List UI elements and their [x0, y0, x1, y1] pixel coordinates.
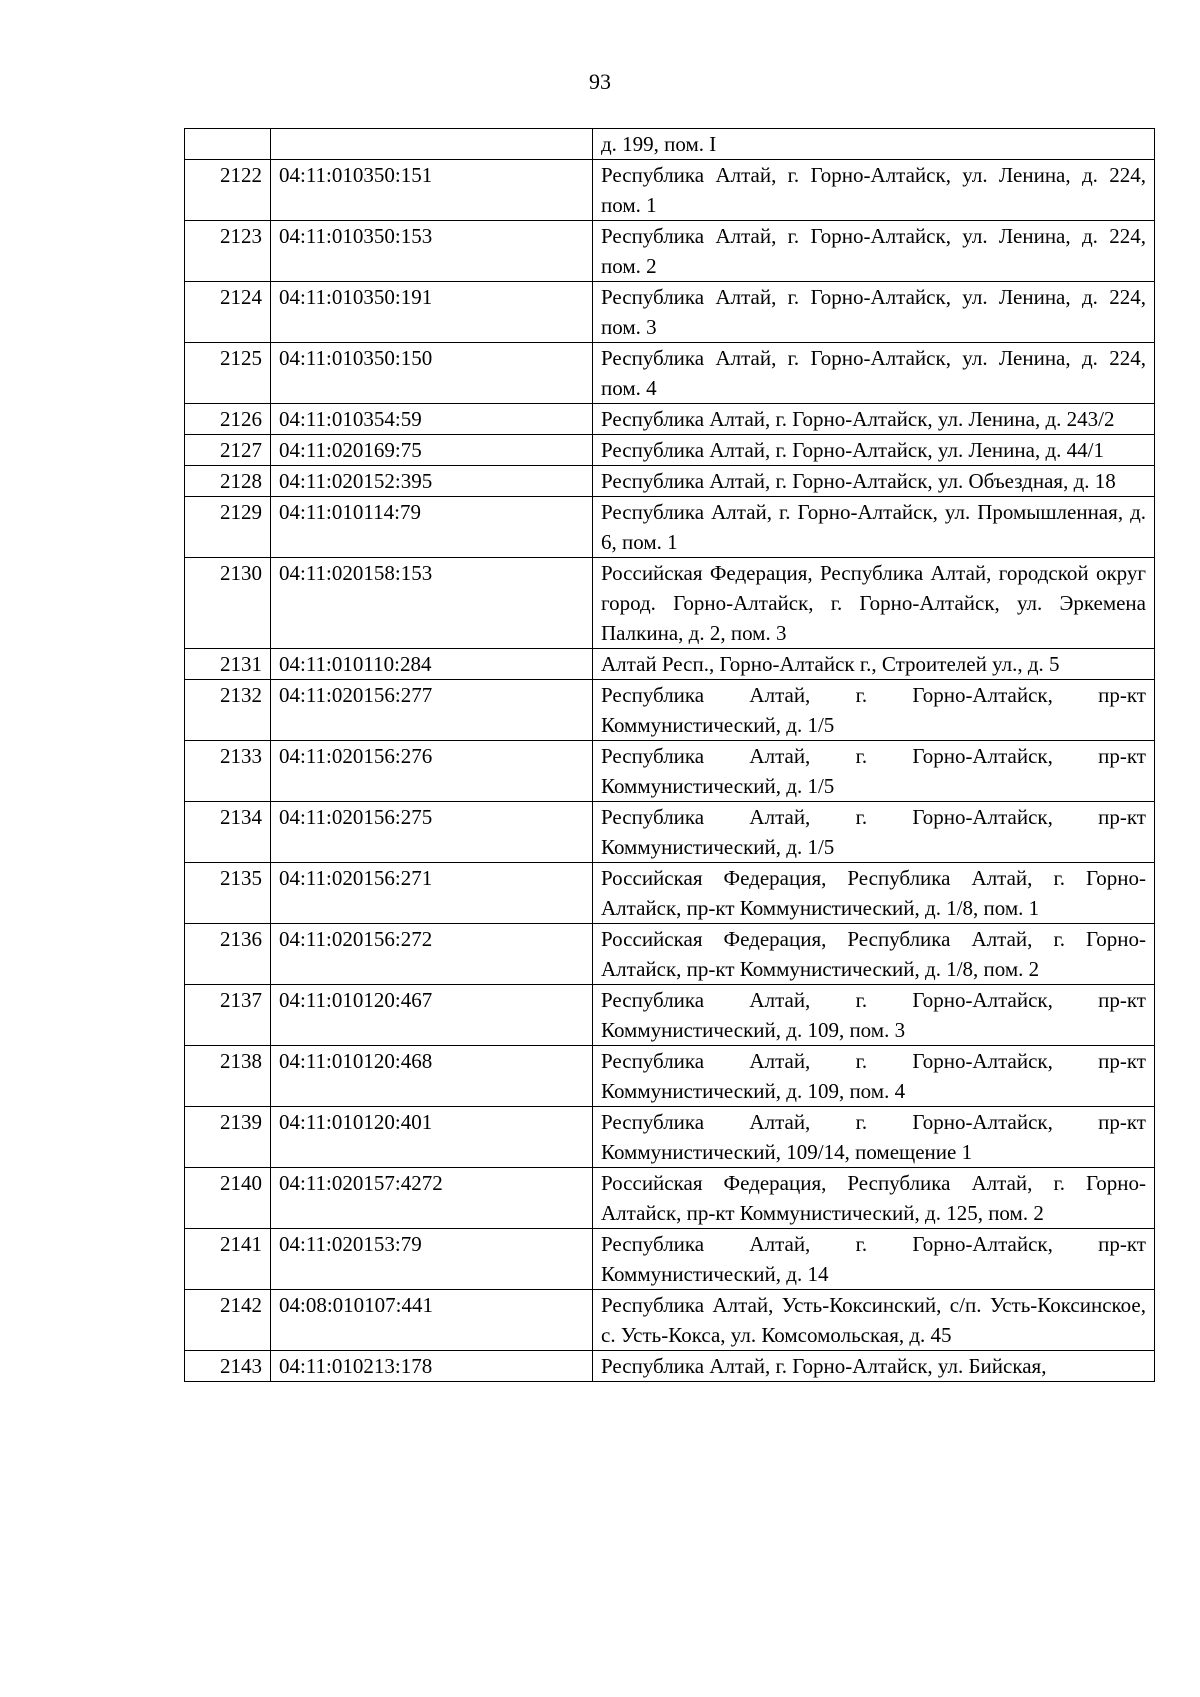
row-number-cell: 2133 [185, 741, 271, 802]
cadastral-number-cell: 04:11:010213:178 [271, 1351, 593, 1382]
cadastral-number-cell: 04:11:020156:276 [271, 741, 593, 802]
table-row [185, 680, 1155, 741]
table-row [185, 1290, 1155, 1351]
table-row [185, 497, 1155, 558]
address-cell: Российская Федерация, Республика Алтай, городской округ город. Горно-Алтайск, г. Горно-Алтайск, ул. Эркемена Палкина, д. 2, пом. 3 [593, 558, 1155, 649]
address-cell: Республика Алтай, г. Горно-Алтайск, ул. Ленина, д. 224, пом. 3 [593, 282, 1155, 343]
table-row [185, 649, 1155, 680]
table-row [185, 1107, 1155, 1168]
row-number-cell: 2122 [185, 160, 271, 221]
cadastral-number-cell: 04:11:020157:4272 [271, 1168, 593, 1229]
row-number-cell: 2123 [185, 221, 271, 282]
registry-table-body [185, 129, 1155, 1382]
cadastral-number-cell: 04:11:020169:75 [271, 435, 593, 466]
cadastral-number-cell: 04:11:020156:272 [271, 924, 593, 985]
cadastral-number-cell: 04:11:010350:153 [271, 221, 593, 282]
row-number-cell: 2137 [185, 985, 271, 1046]
cadastral-number-cell: 04:08:010107:441 [271, 1290, 593, 1351]
table-row [185, 282, 1155, 343]
table-row [185, 343, 1155, 404]
table-row [185, 1229, 1155, 1290]
cadastral-number-cell: 04:11:020156:277 [271, 680, 593, 741]
table-row [185, 1046, 1155, 1107]
cadastral-number-cell: 04:11:010120:468 [271, 1046, 593, 1107]
table-row [185, 1351, 1155, 1382]
table-row [185, 466, 1155, 497]
row-number-cell: 2130 [185, 558, 271, 649]
table-row [185, 435, 1155, 466]
address-cell: Республика Алтай, г. Горно-Алтайск, пр-кт Коммунистический, д. 109, пом. 3 [593, 985, 1155, 1046]
table-row [185, 558, 1155, 649]
cadastral-number-cell: 04:11:010350:151 [271, 160, 593, 221]
cadastral-number-cell: 04:11:010350:150 [271, 343, 593, 404]
cadastral-number-cell: 04:11:010114:79 [271, 497, 593, 558]
cadastral-number-cell: 04:11:020152:395 [271, 466, 593, 497]
table-row [185, 863, 1155, 924]
address-cell: Республика Алтай, г. Горно-Алтайск, пр-кт Коммунистический, д. 1/5 [593, 680, 1155, 741]
address-cell: Российская Федерация, Республика Алтай, г. Горно-Алтайск, пр-кт Коммунистический, д. 1/8, пом. 1 [593, 863, 1155, 924]
address-cell: Республика Алтай, г. Горно-Алтайск, ул. Ленина, д. 224, пом. 2 [593, 221, 1155, 282]
row-number-cell: 2135 [185, 863, 271, 924]
table-row [185, 1168, 1155, 1229]
row-number-cell: 2129 [185, 497, 271, 558]
table-row [185, 221, 1155, 282]
address-cell: Республика Алтай, г. Горно-Алтайск, ул. Бийская, [593, 1351, 1155, 1382]
row-number-cell: 2143 [185, 1351, 271, 1382]
address-cell: Республика Алтай, г. Горно-Алтайск, ул. Ленина, д. 224, пом. 4 [593, 343, 1155, 404]
cadastral-number-cell: 04:11:010110:284 [271, 649, 593, 680]
cadastral-number-cell: 04:11:020158:153 [271, 558, 593, 649]
row-number-cell: 2131 [185, 649, 271, 680]
table-row [185, 404, 1155, 435]
registry-table [184, 128, 1155, 1382]
page-number: 93 [589, 69, 611, 94]
table-row [185, 924, 1155, 985]
address-cell: Республика Алтай, г. Горно-Алтайск, пр-кт Коммунистический, д. 1/5 [593, 802, 1155, 863]
row-number-cell: 2142 [185, 1290, 271, 1351]
cadastral-number-cell: 04:11:020156:271 [271, 863, 593, 924]
address-cell: Республика Алтай, г. Горно-Алтайск, пр-кт Коммунистический, д. 1/5 [593, 741, 1155, 802]
row-number-cell: 2125 [185, 343, 271, 404]
address-cell: Республика Алтай, Усть-Коксинский, с/п. Усть-Коксинское, с. Усть-Кокса, ул. Комсомольская, д. 45 [593, 1290, 1155, 1351]
address-cell: Республика Алтай, г. Горно-Алтайск, пр-кт Коммунистический, 109/14, помещение 1 [593, 1107, 1155, 1168]
row-number-cell [185, 129, 271, 160]
address-cell: Российская Федерация, Республика Алтай, г. Горно-Алтайск, пр-кт Коммунистический, д. 1/8, пом. 2 [593, 924, 1155, 985]
cadastral-number-cell [271, 129, 593, 160]
row-number-cell: 2124 [185, 282, 271, 343]
row-number-cell: 2127 [185, 435, 271, 466]
row-number-cell: 2139 [185, 1107, 271, 1168]
row-number-cell: 2140 [185, 1168, 271, 1229]
row-number-cell: 2138 [185, 1046, 271, 1107]
row-number-cell: 2128 [185, 466, 271, 497]
row-number-cell: 2136 [185, 924, 271, 985]
table-row [185, 741, 1155, 802]
address-cell: Республика Алтай, г. Горно-Алтайск, ул. Ленина, д. 44/1 [593, 435, 1155, 466]
address-cell: Российская Федерация, Республика Алтай, г. Горно-Алтайск, пр-кт Коммунистический, д. 125, пом. 2 [593, 1168, 1155, 1229]
cadastral-number-cell: 04:11:010120:467 [271, 985, 593, 1046]
row-number-cell: 2126 [185, 404, 271, 435]
row-number-cell: 2134 [185, 802, 271, 863]
address-cell: д. 199, пом. I [593, 129, 1155, 160]
address-cell: Республика Алтай, г. Горно-Алтайск, пр-кт Коммунистический, д. 14 [593, 1229, 1155, 1290]
row-number-cell: 2141 [185, 1229, 271, 1290]
address-cell: Республика Алтай, г. Горно-Алтайск, ул. Промышленная, д. 6, пом. 1 [593, 497, 1155, 558]
table-row [185, 129, 1155, 160]
address-cell: Алтай Респ., Горно-Алтайск г., Строителей ул., д. 5 [593, 649, 1155, 680]
cadastral-number-cell: 04:11:020153:79 [271, 1229, 593, 1290]
address-cell: Республика Алтай, г. Горно-Алтайск, ул. Ленина, д. 224, пом. 1 [593, 160, 1155, 221]
address-cell: Республика Алтай, г. Горно-Алтайск, ул. Ленина, д. 243/2 [593, 404, 1155, 435]
cadastral-number-cell: 04:11:010350:191 [271, 282, 593, 343]
table-row [185, 802, 1155, 863]
cadastral-number-cell: 04:11:010354:59 [271, 404, 593, 435]
row-number-cell: 2132 [185, 680, 271, 741]
table-row [185, 160, 1155, 221]
address-cell: Республика Алтай, г. Горно-Алтайск, ул. Объездная, д. 18 [593, 466, 1155, 497]
address-cell: Республика Алтай, г. Горно-Алтайск, пр-кт Коммунистический, д. 109, пом. 4 [593, 1046, 1155, 1107]
cadastral-number-cell: 04:11:010120:401 [271, 1107, 593, 1168]
cadastral-number-cell: 04:11:020156:275 [271, 802, 593, 863]
table-row [185, 985, 1155, 1046]
